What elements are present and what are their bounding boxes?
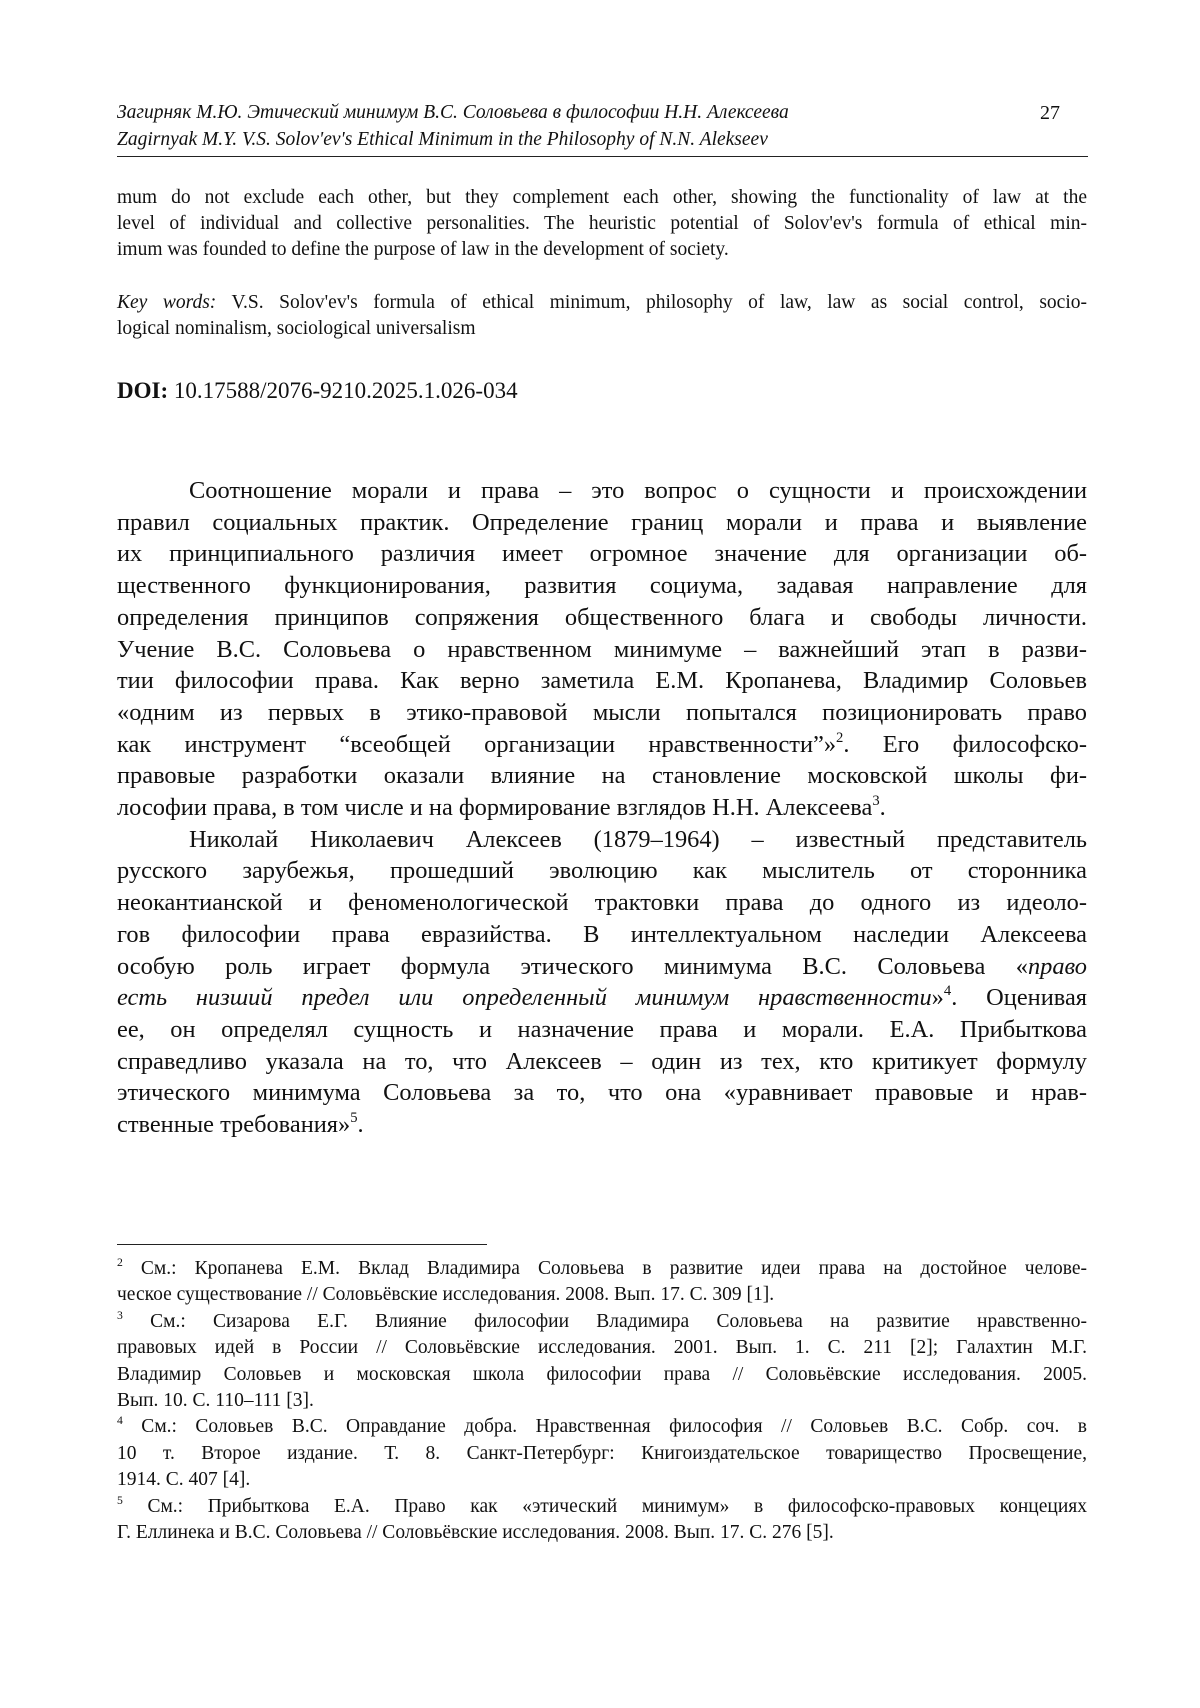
- footnote-4: [117, 1414, 1087, 1493]
- abstract-line: imum was founded to define the purpose of law in the development of society.: [117, 239, 729, 260]
- body-line: правил социальных практик. Определение границ морали и права и выявление: [117, 508, 1087, 536]
- footnote-5: [117, 1494, 1087, 1547]
- quote-italic: право: [1027, 952, 1087, 980]
- body-line: «одним из первых в этико-правовой мысли попытался позиционировать право: [117, 698, 1087, 726]
- body-line: Николай Николаевич Алексеев (1879–1964) – известный представитель: [189, 825, 1087, 853]
- body-line: [117, 1109, 1087, 1141]
- keywords-line: [117, 290, 1087, 316]
- body-line: тии философии права. Как верно заметила Е.М. Кропанева, Владимир Соловьев: [117, 667, 1087, 695]
- body-line: этического минимума Соловьева за то, что она «уравнивает правовые и нрав-: [117, 1079, 1087, 1107]
- keywords-text: V.S. Solov'ev's formula of ethical minimum, philosophy of law, law as social control, socio-: [216, 292, 1087, 313]
- body-text: лософии права, в том числе и на формирование взглядов Н.Н. Алексеева: [117, 794, 873, 822]
- body-text: . Его философско-: [843, 730, 1087, 758]
- footnote-2: [117, 1256, 1087, 1309]
- footnote-3: [117, 1309, 1087, 1415]
- body-line: ее, он определял сущность и назначение права и морали. Е.А. Прибыткова: [117, 1015, 1087, 1043]
- footnote-line: Владимир Соловьев и московская школа философии права // Соловьёвские исследования. 2005.: [117, 1363, 1087, 1385]
- footnote-line: 10 т. Второе издание. Т. 8. Санкт-Петербург: Книгоиздательское товарищество Просвещение,: [117, 1442, 1087, 1464]
- quote-italic: есть низший предел или определенный минимум нравственности: [117, 984, 932, 1012]
- body-text: »: [931, 984, 944, 1012]
- body-line: [117, 982, 1087, 1014]
- footnote-text: См.: Кропанева Е.М. Вклад Владимира Соловьева в развитие идеи права на достойное челове-: [122, 1258, 1087, 1279]
- footnotes: [117, 1256, 1087, 1546]
- footnote-number: 4: [117, 1414, 123, 1428]
- main-text: [117, 475, 1087, 1141]
- body-line: [117, 729, 1087, 761]
- footnote-text: См.: Прибыткова Е.А. Право как «этический минимум» в философско-правовых концециях: [122, 1495, 1087, 1517]
- footnote-line: 1914. С. 407 [4].: [117, 1469, 251, 1491]
- page-number: 27: [1040, 102, 1060, 124]
- body-line: гов философии права евразийства. В интеллектуальном наследии Алексеева: [117, 920, 1087, 948]
- keywords-label: Key words:: [117, 292, 217, 313]
- body-text: ственные требования»: [117, 1111, 351, 1139]
- footnote-line: [117, 1494, 1087, 1520]
- doi-label: DOI:: [117, 378, 169, 403]
- body-line: русского зарубежья, прошедший эволюцию как мыслитель от сторонника: [117, 857, 1087, 885]
- footnote-line: Вып. 10. С. 110–111 [3].: [117, 1390, 314, 1412]
- body-line: Соотношение морали и права – это вопрос о сущности и происхождении: [189, 477, 1087, 504]
- body-text: как инструмент “всеобщей организации нравственности”»: [117, 730, 837, 758]
- body-line: [117, 951, 1087, 983]
- keywords: [117, 290, 1087, 342]
- footnote-line: [117, 1414, 1087, 1440]
- abstract-continuation: [117, 185, 1087, 263]
- header-rule: [117, 156, 1088, 157]
- body-line: щественного функционирования, развития социума, задавая направление для: [117, 572, 1087, 600]
- body-line: справедливо указала на то, что Алексеев – один из тех, кто критикует формулу: [117, 1047, 1087, 1075]
- running-header-en: Zagirnyak M.Y. V.S. Solov'ev's Ethical Minimum in the Philosophy of N.N. Alekseev: [117, 129, 768, 150]
- keywords-line: logical nominalism, sociological universalism: [117, 318, 476, 339]
- body-line: правовые разработки оказали влияние на становление московской школы фи-: [117, 762, 1087, 790]
- body-text: .: [357, 1111, 364, 1139]
- footnote-line: [117, 1256, 1087, 1282]
- footnote-line: ческое существование // Соловьёвские исследования. 2008. Вып. 17. С. 309 [1].: [117, 1284, 775, 1306]
- footnote-line: [117, 1309, 1087, 1335]
- footnote-number: 2: [117, 1255, 123, 1269]
- footnote-separator: [117, 1244, 487, 1245]
- body-text: особую роль играет формула этического минимума В.С. Соловьева «: [117, 952, 1028, 980]
- running-header-ru: Загирняк М.Ю. Этический минимум В.С. Соловьева в философии Н.Н. Алексеева: [117, 102, 789, 123]
- doi-value: 10.17588/2076-9210.2025.1.026-034: [168, 378, 518, 403]
- footnote-ref[interactable]: 4: [943, 983, 952, 1000]
- body-line: определения принципов сопряжения общественного блага и свободы личности.: [117, 603, 1087, 631]
- body-line: их принципиального различия имеет огромное значение для организации об-: [117, 540, 1087, 568]
- body-text: . Оценивая: [951, 984, 1087, 1012]
- doi: [117, 376, 518, 406]
- footnote-text: См.: Сизарова Е.Г. Влияние философии Владимира Соловьева на развитие нравственно-: [122, 1310, 1087, 1332]
- footnote-ref[interactable]: 5: [350, 1109, 358, 1126]
- footnote-ref[interactable]: 2: [836, 729, 844, 746]
- body-line: неокантианской и феноменологической трактовки права до одного из идеоло-: [117, 889, 1087, 917]
- footnote-number: 5: [117, 1493, 123, 1507]
- footnote-line: правовых идей в России // Соловьёвские исследования. 2001. Вып. 1. С. 211 [2]; Галахтин М.Г.: [117, 1337, 1087, 1359]
- body-line: [117, 792, 1087, 824]
- abstract-line: mum do not exclude each other, but they complement each other, showing the functionality of law at the: [117, 187, 1087, 208]
- abstract-line: level of individual and collective personalities. The heuristic potential of Solov'ev's formula of ethical min-: [117, 213, 1087, 234]
- footnote-text: См.: Соловьев В.С. Оправдание добра. Нравственная философия // Соловьев В.С. Собр. соч. в: [122, 1416, 1087, 1438]
- body-line: Учение В.С. Соловьева о нравственном минимуме – важнейший этап в разви-: [117, 635, 1087, 663]
- footnote-ref[interactable]: 3: [872, 792, 880, 809]
- footnote-number: 3: [117, 1308, 123, 1322]
- body-text: .: [879, 794, 886, 822]
- footnote-line: Г. Еллинека и В.С. Соловьева // Соловьёвские исследования. 2008. Вып. 17. С. 276 [5].: [117, 1522, 834, 1544]
